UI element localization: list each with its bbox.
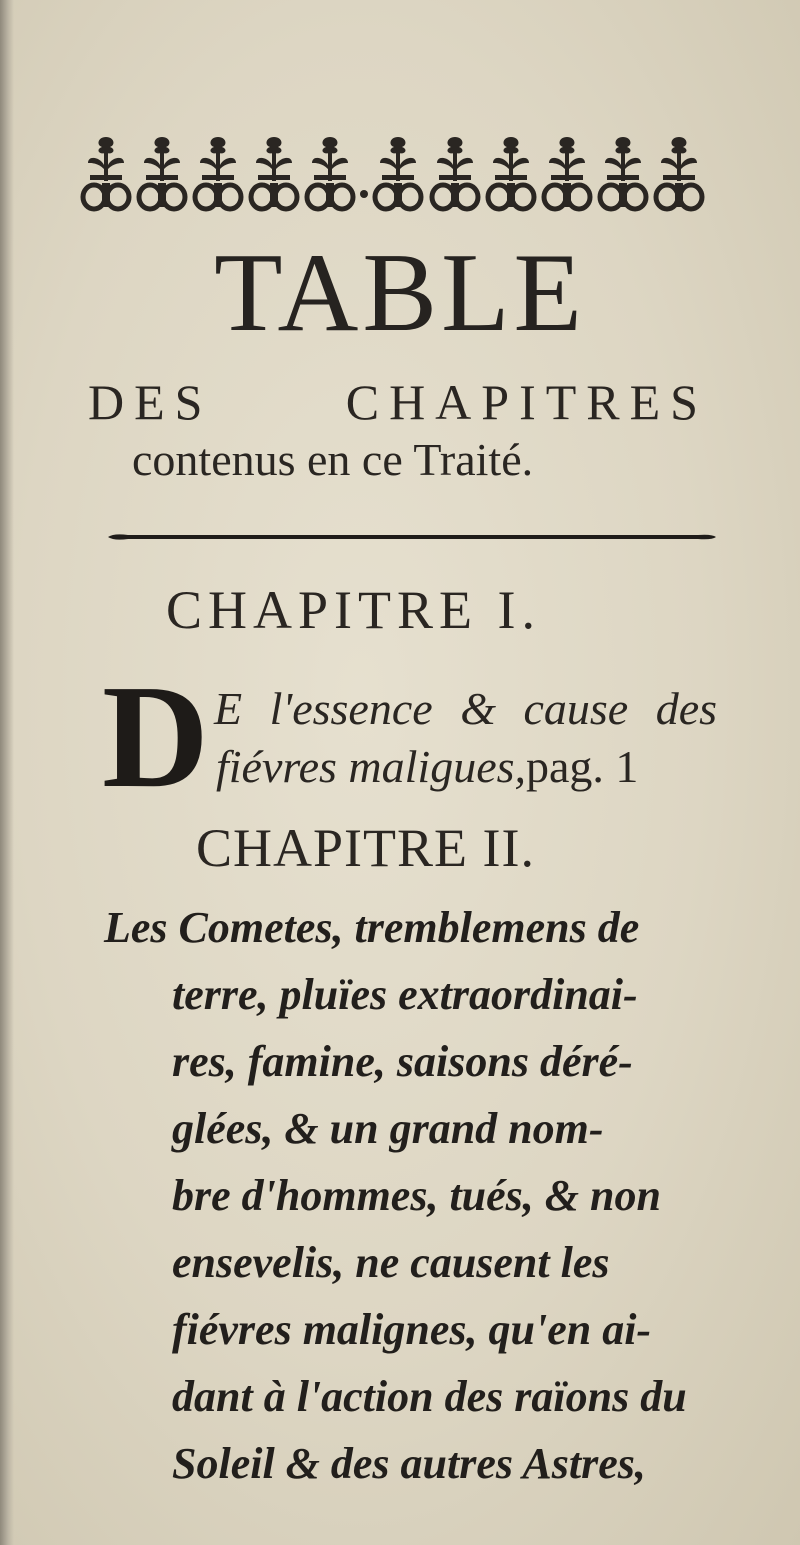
drop-cap: D (102, 655, 209, 819)
chapter-1-entry-line-2 (216, 740, 638, 794)
fleuron-ornament-icon (597, 133, 649, 217)
fleuron-ornament-icon (485, 133, 537, 217)
entry-line: fiévres malignes, qu'en ai- (172, 1305, 652, 1354)
page-title: TABLE (214, 231, 586, 355)
page-reference: pag. 1 (526, 741, 639, 792)
chapter-1-heading: CHAPITRE I. (166, 580, 541, 640)
subtitle-line-2: contenus en ce Traité. (132, 434, 534, 485)
fleuron-ornament-icon (192, 133, 244, 217)
chapter-2-heading: CHAPITRE II. (196, 818, 535, 878)
entry-line: terre, pluïes extraordinai- (172, 970, 638, 1019)
chapter-1-entry-line-1: E l'essence & cause des (214, 683, 718, 734)
fleuron-ornament-band (80, 130, 705, 220)
fleuron-ornament-icon (653, 133, 705, 217)
fleuron-ornament-icon (372, 133, 424, 217)
fleuron-ornament-icon (248, 133, 300, 217)
ornament-dot (360, 190, 368, 198)
chapter-2-entry (104, 894, 744, 1497)
fleuron-ornament-icon (429, 133, 481, 217)
fleuron-ornament-icon (80, 133, 132, 217)
entry-line: Les Cometes, tremblemens de (104, 903, 640, 952)
entry-line: bre d'hommes, tués, & non (172, 1171, 661, 1220)
entry-line: dant à l'action des raïons du (172, 1372, 687, 1421)
fleuron-ornament-icon (136, 133, 188, 217)
entry-line: ensevelis, ne causent les (172, 1238, 610, 1287)
entry-line: Soleil & des autres Astres, (172, 1439, 646, 1488)
entry-line: res, famine, saisons déré- (172, 1037, 633, 1086)
entry-line: glées, & un grand nom- (172, 1104, 604, 1153)
fleuron-ornament-icon (304, 133, 356, 217)
chapter-1-entry-text: fiévres maligues, (216, 741, 527, 792)
horizontal-rule (108, 532, 716, 542)
fleuron-ornament-icon (541, 133, 593, 217)
subtitle-line-1: DES CHAPITRES (88, 374, 708, 430)
